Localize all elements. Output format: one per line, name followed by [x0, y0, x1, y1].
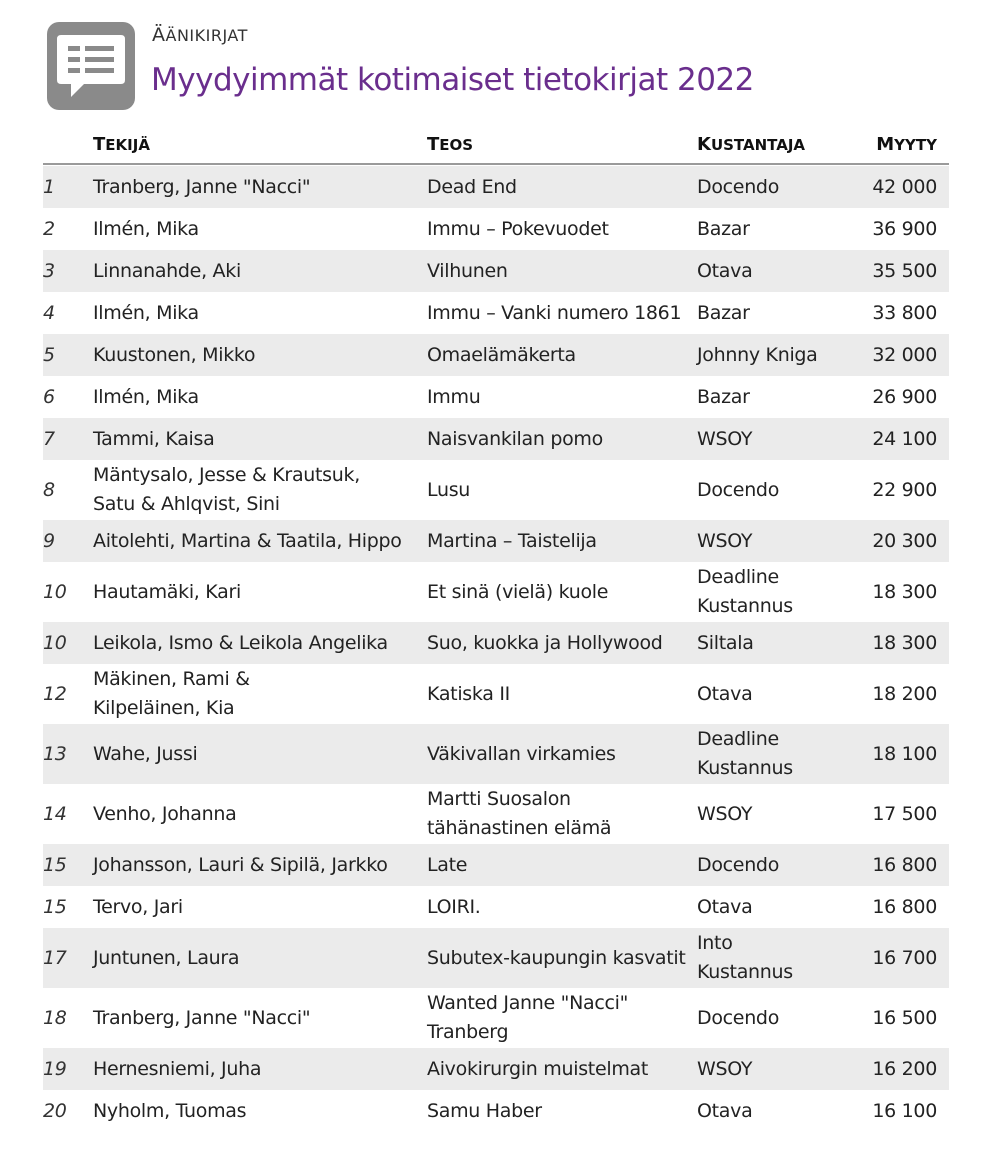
sold-cell: 26 900	[872, 385, 937, 408]
rank-cell: 13	[43, 742, 67, 765]
sold-cell: 16 700	[872, 946, 937, 969]
title-cell: Martti Suosalon tähänastinen elämä	[427, 788, 612, 839]
sold-cell: 18 300	[872, 631, 937, 654]
sold-cell: 18 200	[872, 682, 937, 705]
sold-cell: 16 800	[872, 895, 937, 918]
table-row	[43, 622, 949, 664]
publisher-cell: Siltala	[697, 631, 754, 654]
sold-cell: 18 300	[872, 580, 937, 603]
sold-cell: 32 000	[872, 343, 937, 366]
author-cell: Linnanahde, Aki	[93, 259, 241, 282]
sold-cell: 16 800	[872, 853, 937, 876]
publisher-cell: Otava	[697, 1099, 753, 1122]
author-cell: Wahe, Jussi	[93, 742, 198, 765]
table-row	[43, 292, 949, 334]
rank-cell: 10	[43, 580, 67, 603]
author-cell: Aitolehti, Martina & Taatila, Hippo	[93, 529, 402, 552]
sold-cell: 16 100	[872, 1099, 937, 1122]
author-cell: Hernesniemi, Juha	[93, 1057, 262, 1080]
rank-cell: 6	[43, 385, 55, 408]
title-cell: Suo, kuokka ja Hollywood	[427, 631, 663, 654]
author-cell: Mäntysalo, Jesse & Krautsuk, Satu & Ahlqvist, Sini	[93, 464, 360, 515]
author-cell: Juntunen, Laura	[93, 946, 240, 969]
bestseller-table	[43, 128, 949, 1132]
rank-cell: 18	[43, 1006, 67, 1029]
title-cell: Immu – Vanki numero 1861	[427, 301, 682, 324]
title-cell: Naisvankilan pomo	[427, 427, 603, 450]
sold-cell: 36 900	[872, 217, 937, 240]
column-header-title: TEOS	[427, 134, 474, 155]
sold-cell: 20 300	[872, 529, 937, 552]
table-row	[43, 250, 949, 292]
table-row	[43, 334, 949, 376]
title-cell: Dead End	[427, 175, 517, 198]
table-body	[43, 166, 949, 1132]
publisher-cell: Docendo	[697, 853, 780, 876]
title-cell: LOIRI.	[427, 895, 481, 918]
rank-cell: 12	[43, 682, 67, 705]
table-row	[43, 928, 949, 988]
author-cell: Tranberg, Janne "Nacci"	[93, 175, 311, 198]
table-header	[43, 128, 949, 165]
table-row	[43, 166, 949, 208]
title-cell: Subutex-kaupungin kasvatit	[427, 946, 686, 969]
rank-cell: 15	[43, 853, 67, 876]
sold-cell: 22 900	[872, 478, 937, 501]
rank-cell: 10	[43, 631, 67, 654]
table-row	[43, 886, 949, 928]
author-cell: Tranberg, Janne "Nacci"	[93, 1006, 311, 1029]
table-row	[43, 418, 949, 460]
title-cell: Et sinä (vielä) kuole	[427, 580, 609, 603]
publisher-cell: WSOY	[697, 529, 753, 552]
author-cell: Venho, Johanna	[93, 802, 237, 825]
table-row	[43, 1090, 949, 1132]
table-row	[43, 784, 949, 844]
table-row	[43, 376, 949, 418]
title-cell: Late	[427, 853, 468, 876]
sold-cell: 42 000	[872, 175, 937, 198]
page-title: Myydyimmät kotimaiset tietokirjat 2022	[151, 62, 754, 98]
publisher-cell: Into Kustannus	[697, 932, 793, 983]
publisher-cell: Otava	[697, 895, 753, 918]
rank-cell: 14	[43, 802, 67, 825]
rank-cell: 3	[43, 259, 55, 282]
table-row	[43, 562, 949, 622]
sold-cell: 35 500	[872, 259, 937, 282]
table-row	[43, 1048, 949, 1090]
title-cell: Omaelämäkerta	[427, 343, 576, 366]
publisher-cell: Deadline Kustannus	[697, 728, 793, 779]
author-cell: Tervo, Jari	[93, 895, 183, 918]
sold-cell: 24 100	[872, 427, 937, 450]
publisher-cell: Docendo	[697, 478, 780, 501]
column-header-author: TEKIJÄ	[93, 134, 150, 155]
title-cell: Immu	[427, 385, 481, 408]
author-cell: Nyholm, Tuomas	[93, 1099, 247, 1122]
title-cell: Vilhunen	[427, 259, 508, 282]
table-row	[43, 208, 949, 250]
author-cell: Ilmén, Mika	[93, 385, 199, 408]
publisher-cell: Deadline Kustannus	[697, 566, 793, 617]
author-cell: Johansson, Lauri & Sipilä, Jarkko	[93, 853, 388, 876]
author-cell: Leikola, Ismo & Leikola Angelika	[93, 631, 388, 654]
rank-cell: 5	[43, 343, 55, 366]
rank-cell: 20	[43, 1099, 67, 1122]
table-row	[43, 664, 949, 724]
publisher-cell: WSOY	[697, 1057, 753, 1080]
author-cell: Ilmén, Mika	[93, 217, 199, 240]
sold-cell: 33 800	[872, 301, 937, 324]
publisher-cell: WSOY	[697, 802, 753, 825]
author-cell: Tammi, Kaisa	[93, 427, 215, 450]
title-cell: Wanted Janne "Nacci" Tranberg	[427, 992, 629, 1043]
rank-cell: 4	[43, 301, 55, 324]
publisher-cell: Bazar	[697, 301, 750, 324]
table-row	[43, 724, 949, 784]
rank-cell: 19	[43, 1057, 67, 1080]
sold-cell: 18 100	[872, 742, 937, 765]
sold-cell: 16 200	[872, 1057, 937, 1080]
title-cell: Martina – Taistelija	[427, 529, 597, 552]
title-cell: Aivokirurgin muistelmat	[427, 1057, 649, 1080]
sold-cell: 17 500	[872, 802, 937, 825]
author-cell: Mäkinen, Rami & Kilpeläinen, Kia	[93, 668, 250, 719]
publisher-cell: Otava	[697, 682, 753, 705]
column-header-sold: MYYTY	[876, 134, 937, 155]
publisher-cell: Otava	[697, 259, 753, 282]
author-cell: Hautamäki, Kari	[93, 580, 241, 603]
rank-cell: 8	[43, 478, 55, 501]
table-row	[43, 460, 949, 520]
rank-cell: 17	[43, 946, 67, 969]
publisher-cell: Bazar	[697, 217, 750, 240]
speech-bubble-document-icon	[47, 22, 135, 110]
rank-cell: 2	[43, 217, 55, 240]
publisher-cell: Bazar	[697, 385, 750, 408]
table-row	[43, 520, 949, 562]
table-row	[43, 988, 949, 1048]
publisher-cell: Johnny Kniga	[697, 343, 818, 366]
title-cell: Väkivallan virkamies	[427, 742, 616, 765]
category-label: ÄÄNIKIRJAT	[152, 24, 248, 46]
column-header-publisher: KUSTANTAJA	[697, 134, 806, 155]
table-row	[43, 844, 949, 886]
title-cell: Immu – Pokevuodet	[427, 217, 609, 240]
author-cell: Kuustonen, Mikko	[93, 343, 256, 366]
sold-cell: 16 500	[872, 1006, 937, 1029]
rank-cell: 1	[43, 175, 55, 198]
author-cell: Ilmén, Mika	[93, 301, 199, 324]
publisher-cell: Docendo	[697, 1006, 780, 1029]
publisher-cell: Docendo	[697, 175, 780, 198]
rank-cell: 15	[43, 895, 67, 918]
rank-cell: 9	[43, 529, 55, 552]
title-cell: Lusu	[427, 478, 471, 501]
publisher-cell: WSOY	[697, 427, 753, 450]
title-cell: Katiska II	[427, 682, 510, 705]
rank-cell: 7	[43, 427, 55, 450]
title-cell: Samu Haber	[427, 1099, 542, 1122]
